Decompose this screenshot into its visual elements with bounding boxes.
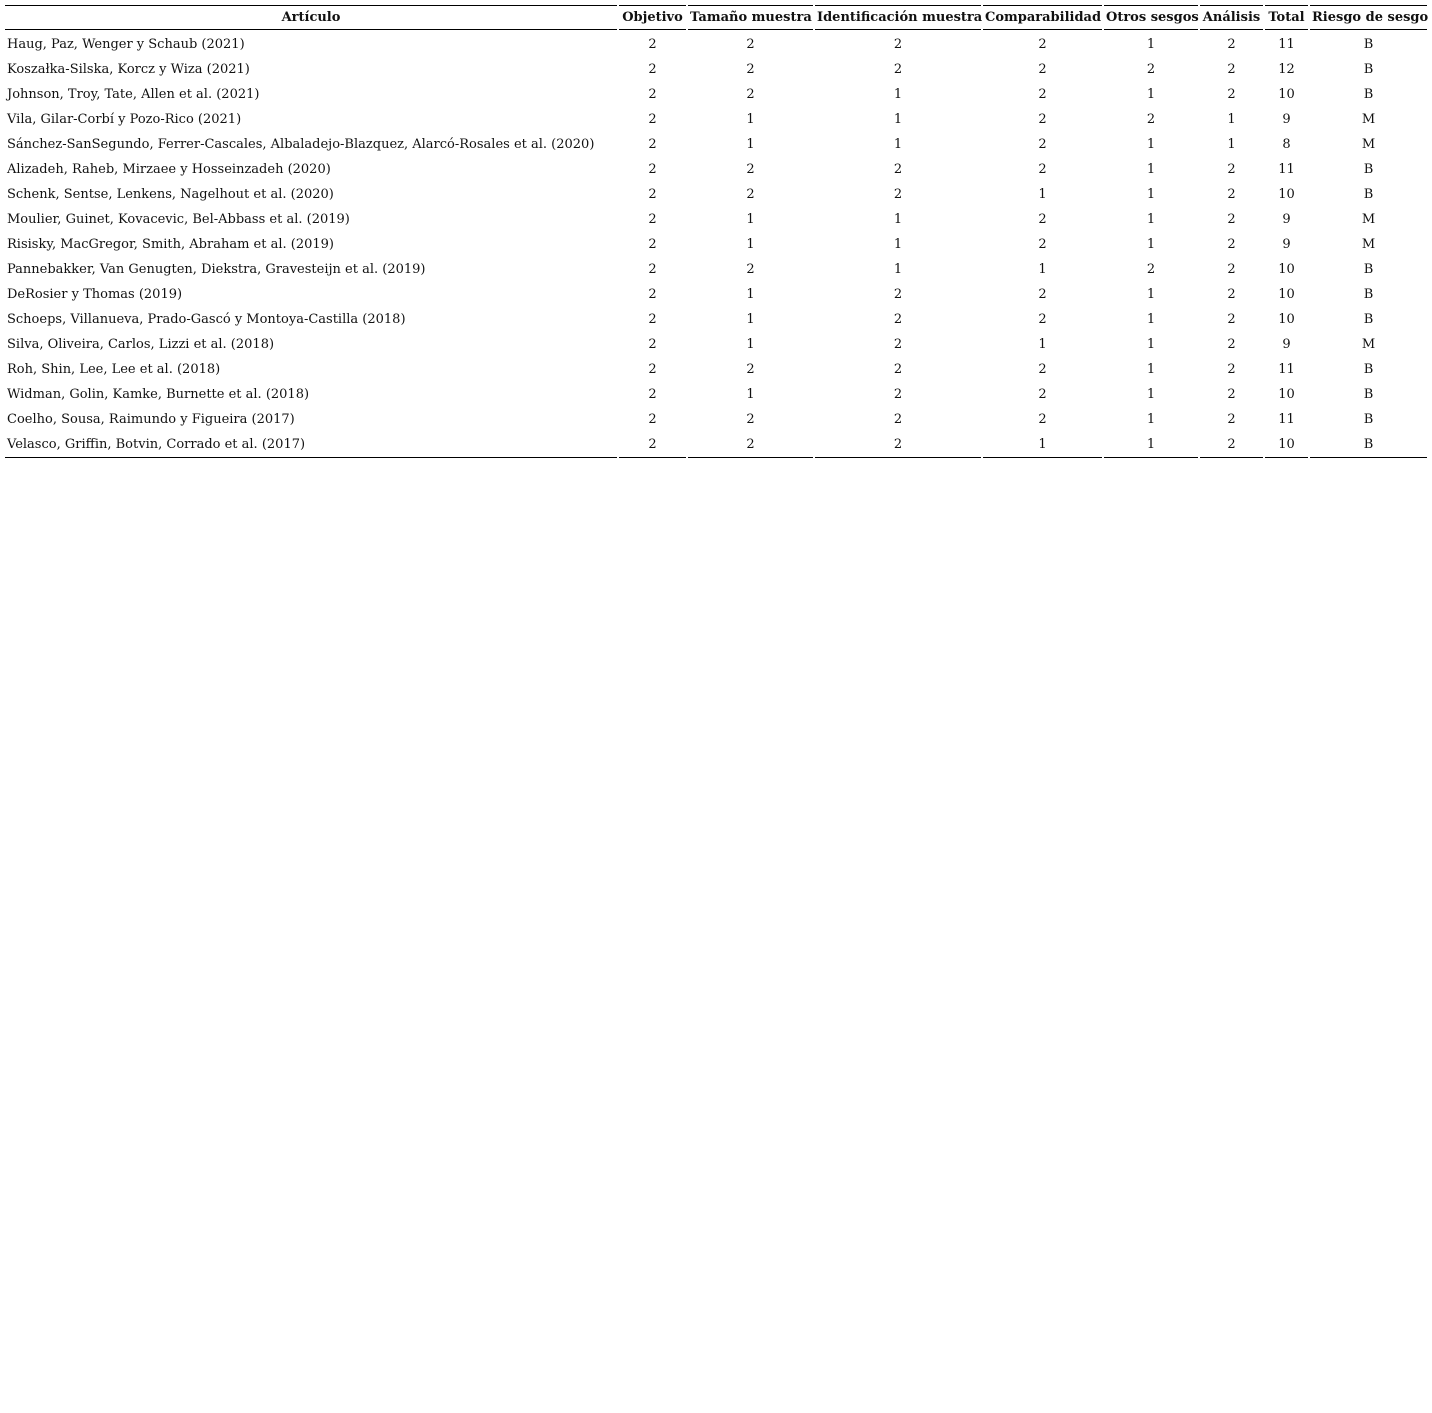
table-row bbox=[5, 282, 1427, 307]
cell-analisis: 2 bbox=[1227, 237, 1236, 252]
header-articulo: Artículo bbox=[5, 5, 617, 30]
header-tamano-muestra: Tamaño muestra bbox=[688, 5, 813, 30]
table-row bbox=[5, 232, 1427, 257]
cell-articulo: Widman, Golin, Kamke, Burnette et al. (2018) bbox=[7, 387, 310, 402]
cell-total: 11 bbox=[1278, 162, 1295, 177]
table-row bbox=[5, 407, 1427, 432]
cell-riesgo-de-sesgo: B bbox=[1363, 362, 1374, 377]
table-row bbox=[5, 382, 1427, 407]
cell-riesgo-de-sesgo: M bbox=[1361, 237, 1376, 252]
cell-otros-sesgos: 1 bbox=[1146, 387, 1156, 402]
cell-riesgo-de-sesgo: B bbox=[1363, 287, 1374, 302]
table-row bbox=[5, 307, 1427, 332]
table-row bbox=[5, 207, 1427, 232]
cell-otros-sesgos: 1 bbox=[1146, 362, 1156, 377]
cell-comparabilidad: 2 bbox=[1038, 137, 1047, 152]
cell-identificacion-muestra: 1 bbox=[893, 212, 903, 227]
cell-analisis: 1 bbox=[1227, 112, 1236, 127]
cell-articulo: Alizadeh, Raheb, Mirzaee y Hosseinzadeh (2020) bbox=[7, 162, 331, 177]
table-row bbox=[5, 157, 1427, 182]
cell-identificacion-muestra: 1 bbox=[893, 112, 903, 127]
cell-objetivo: 2 bbox=[648, 187, 657, 202]
cell-total: 9 bbox=[1282, 237, 1291, 252]
cell-articulo: Vila, Gilar-Corbí y Pozo-Rico (2021) bbox=[7, 112, 242, 127]
cell-tamano-muestra: 1 bbox=[746, 137, 755, 152]
cell-comparabilidad: 2 bbox=[1038, 387, 1047, 402]
cell-otros-sesgos: 1 bbox=[1146, 237, 1156, 252]
cell-comparabilidad: 2 bbox=[1038, 362, 1047, 377]
cell-identificacion-muestra: 2 bbox=[893, 187, 903, 202]
cell-otros-sesgos: 1 bbox=[1104, 432, 1198, 458]
header-total: Total bbox=[1265, 5, 1308, 30]
table-row bbox=[5, 57, 1427, 82]
cell-identificacion-muestra: 2 bbox=[893, 312, 903, 327]
cell-otros-sesgos: 1 bbox=[1146, 187, 1156, 202]
cell-otros-sesgos: 1 bbox=[1146, 87, 1156, 102]
cell-comparabilidad: 1 bbox=[983, 432, 1102, 458]
risk-of-bias-table bbox=[3, 5, 1429, 458]
cell-analisis: 2 bbox=[1227, 62, 1236, 77]
cell-objetivo: 2 bbox=[648, 312, 657, 327]
table-header bbox=[5, 5, 1427, 30]
cell-otros-sesgos: 1 bbox=[1146, 212, 1156, 227]
cell-tamano-muestra: 1 bbox=[746, 337, 755, 352]
cell-objetivo: 2 bbox=[648, 287, 657, 302]
cell-articulo: Schoeps, Villanueva, Prado-Gascó y Montoya-Castilla (2018) bbox=[7, 312, 406, 327]
table-row bbox=[5, 107, 1427, 132]
table-row bbox=[5, 82, 1427, 107]
cell-tamano-muestra: 1 bbox=[746, 287, 755, 302]
table-row bbox=[5, 182, 1427, 207]
cell-tamano-muestra: 1 bbox=[746, 112, 755, 127]
cell-total: 9 bbox=[1282, 337, 1291, 352]
cell-identificacion-muestra: 2 bbox=[893, 162, 903, 177]
cell-comparabilidad: 2 bbox=[1038, 62, 1047, 77]
header-otros-sesgos: Otros sesgos bbox=[1104, 5, 1198, 30]
cell-tamano-muestra: 2 bbox=[746, 162, 755, 177]
cell-tamano-muestra: 2 bbox=[746, 187, 755, 202]
cell-otros-sesgos: 1 bbox=[1146, 37, 1156, 52]
cell-riesgo-de-sesgo: B bbox=[1363, 187, 1374, 202]
cell-comparabilidad: 2 bbox=[1038, 312, 1047, 327]
cell-riesgo-de-sesgo: B bbox=[1363, 387, 1374, 402]
cell-riesgo-de-sesgo: B bbox=[1363, 412, 1374, 427]
cell-riesgo-de-sesgo: M bbox=[1361, 112, 1376, 127]
cell-comparabilidad: 2 bbox=[1038, 412, 1047, 427]
cell-riesgo-de-sesgo: M bbox=[1361, 337, 1376, 352]
cell-objetivo: 2 bbox=[648, 237, 657, 252]
cell-identificacion-muestra: 1 bbox=[893, 87, 903, 102]
cell-tamano-muestra: 2 bbox=[746, 362, 755, 377]
cell-analisis: 2 bbox=[1227, 312, 1236, 327]
cell-otros-sesgos: 2 bbox=[1146, 262, 1156, 277]
cell-analisis: 2 bbox=[1200, 432, 1263, 458]
cell-otros-sesgos: 1 bbox=[1146, 287, 1156, 302]
table-row bbox=[5, 432, 1427, 458]
cell-otros-sesgos: 1 bbox=[1146, 312, 1156, 327]
cell-riesgo-de-sesgo: M bbox=[1361, 137, 1376, 152]
cell-objetivo: 2 bbox=[648, 112, 657, 127]
cell-total: 11 bbox=[1278, 412, 1295, 427]
cell-otros-sesgos: 2 bbox=[1146, 62, 1156, 77]
cell-articulo: Pannebakker, Van Genugten, Diekstra, Gravesteijn et al. (2019) bbox=[7, 262, 426, 277]
cell-analisis: 2 bbox=[1227, 362, 1236, 377]
cell-total: 9 bbox=[1282, 112, 1291, 127]
cell-comparabilidad: 1 bbox=[1038, 187, 1047, 202]
cell-analisis: 2 bbox=[1227, 412, 1236, 427]
cell-objetivo: 2 bbox=[648, 162, 657, 177]
header-riesgo-de-sesgo: Riesgo de sesgo bbox=[1310, 5, 1427, 30]
cell-analisis: 1 bbox=[1227, 137, 1236, 152]
cell-total: 10 bbox=[1265, 432, 1308, 458]
cell-tamano-muestra: 1 bbox=[746, 212, 755, 227]
cell-objetivo: 2 bbox=[648, 212, 657, 227]
cell-comparabilidad: 1 bbox=[1038, 337, 1047, 352]
table-row bbox=[5, 357, 1427, 382]
cell-otros-sesgos: 2 bbox=[1146, 112, 1156, 127]
cell-objetivo: 2 bbox=[648, 37, 657, 52]
cell-identificacion-muestra: 2 bbox=[893, 337, 903, 352]
header-comparabilidad: Comparabilidad bbox=[983, 5, 1102, 30]
cell-comparabilidad: 2 bbox=[1038, 287, 1047, 302]
header-identificacion-muestra: Identificación muestra bbox=[815, 5, 981, 30]
cell-objetivo: 2 bbox=[619, 432, 686, 458]
cell-objetivo: 2 bbox=[648, 262, 657, 277]
cell-articulo: Sánchez-SanSegundo, Ferrer-Cascales, Albaladejo-Blazquez, Alarcó-Rosales et al. (2020) bbox=[7, 137, 595, 152]
cell-identificacion-muestra: 2 bbox=[893, 37, 903, 52]
cell-identificacion-muestra: 1 bbox=[893, 137, 903, 152]
cell-tamano-muestra: 1 bbox=[746, 312, 755, 327]
cell-articulo: Risisky, MacGregor, Smith, Abraham et al. (2019) bbox=[7, 237, 334, 252]
cell-otros-sesgos: 1 bbox=[1146, 337, 1156, 352]
cell-identificacion-muestra: 2 bbox=[893, 412, 903, 427]
cell-otros-sesgos: 1 bbox=[1146, 137, 1156, 152]
cell-articulo: Roh, Shin, Lee, Lee et al. (2018) bbox=[7, 362, 221, 377]
cell-comparabilidad: 2 bbox=[1038, 162, 1047, 177]
cell-riesgo-de-sesgo: B bbox=[1310, 432, 1427, 458]
cell-articulo: Haug, Paz, Wenger y Schaub (2021) bbox=[7, 37, 245, 52]
cell-articulo: Silva, Oliveira, Carlos, Lizzi et al. (2018) bbox=[7, 337, 275, 352]
cell-otros-sesgos: 1 bbox=[1146, 162, 1156, 177]
cell-riesgo-de-sesgo: M bbox=[1361, 212, 1376, 227]
cell-articulo: Koszałka-Silska, Korcz y Wiza (2021) bbox=[7, 62, 250, 77]
table-row bbox=[5, 257, 1427, 282]
cell-identificacion-muestra: 1 bbox=[893, 237, 903, 252]
cell-total: 9 bbox=[1282, 212, 1291, 227]
cell-analisis: 2 bbox=[1227, 162, 1236, 177]
cell-analisis: 2 bbox=[1227, 387, 1236, 402]
cell-total: 11 bbox=[1278, 37, 1295, 52]
header-objetivo: Objetivo bbox=[619, 5, 686, 30]
cell-analisis: 2 bbox=[1227, 262, 1236, 277]
cell-analisis: 2 bbox=[1227, 212, 1236, 227]
cell-analisis: 2 bbox=[1227, 87, 1236, 102]
cell-identificacion-muestra: 2 bbox=[893, 387, 903, 402]
cell-total: 11 bbox=[1278, 362, 1295, 377]
table-row bbox=[5, 332, 1427, 357]
cell-total: 8 bbox=[1282, 137, 1291, 152]
cell-comparabilidad: 2 bbox=[1038, 237, 1047, 252]
cell-tamano-muestra: 1 bbox=[746, 237, 755, 252]
cell-objetivo: 2 bbox=[648, 62, 657, 77]
cell-tamano-muestra: 2 bbox=[746, 412, 755, 427]
cell-comparabilidad: 2 bbox=[1038, 37, 1047, 52]
cell-comparabilidad: 1 bbox=[1038, 262, 1047, 277]
header-row bbox=[5, 5, 1427, 30]
cell-total: 10 bbox=[1278, 287, 1295, 302]
cell-total: 10 bbox=[1278, 387, 1295, 402]
cell-objetivo: 2 bbox=[648, 137, 657, 152]
cell-articulo: Coelho, Sousa, Raimundo y Figueira (2017) bbox=[7, 412, 295, 427]
cell-tamano-muestra: 2 bbox=[746, 62, 755, 77]
cell-identificacion-muestra: 2 bbox=[893, 62, 903, 77]
cell-tamano-muestra: 2 bbox=[746, 37, 755, 52]
cell-articulo: Moulier, Guinet, Kovacevic, Bel-Abbass et al. (2019) bbox=[7, 212, 350, 227]
cell-identificacion-muestra: 2 bbox=[893, 287, 903, 302]
cell-tamano-muestra: 1 bbox=[746, 387, 755, 402]
cell-articulo: Johnson, Troy, Tate, Allen et al. (2021) bbox=[7, 87, 260, 102]
cell-articulo: Schenk, Sentse, Lenkens, Nagelhout et al. (2020) bbox=[7, 187, 334, 202]
cell-total: 10 bbox=[1278, 87, 1295, 102]
header-analisis: Análisis bbox=[1200, 5, 1263, 30]
cell-otros-sesgos: 1 bbox=[1146, 412, 1156, 427]
cell-objetivo: 2 bbox=[648, 337, 657, 352]
cell-riesgo-de-sesgo: B bbox=[1363, 87, 1374, 102]
cell-identificacion-muestra: 2 bbox=[815, 432, 981, 458]
cell-identificacion-muestra: 1 bbox=[893, 262, 903, 277]
cell-riesgo-de-sesgo: B bbox=[1363, 62, 1374, 77]
cell-analisis: 2 bbox=[1227, 337, 1236, 352]
cell-identificacion-muestra: 2 bbox=[893, 362, 903, 377]
cell-riesgo-de-sesgo: B bbox=[1363, 262, 1374, 277]
cell-objetivo: 2 bbox=[648, 412, 657, 427]
cell-total: 10 bbox=[1278, 187, 1295, 202]
table-body bbox=[5, 30, 1427, 458]
cell-riesgo-de-sesgo: B bbox=[1363, 312, 1374, 327]
cell-comparabilidad: 2 bbox=[1038, 112, 1047, 127]
table-row bbox=[5, 30, 1427, 57]
cell-articulo: DeRosier y Thomas (2019) bbox=[7, 287, 183, 302]
cell-objetivo: 2 bbox=[648, 87, 657, 102]
cell-riesgo-de-sesgo: B bbox=[1363, 162, 1374, 177]
cell-tamano-muestra: 2 bbox=[746, 87, 755, 102]
cell-objetivo: 2 bbox=[648, 387, 657, 402]
cell-riesgo-de-sesgo: B bbox=[1363, 37, 1374, 52]
cell-analisis: 2 bbox=[1227, 37, 1236, 52]
cell-tamano-muestra: 2 bbox=[688, 432, 813, 458]
cell-comparabilidad: 2 bbox=[1038, 87, 1047, 102]
cell-analisis: 2 bbox=[1227, 187, 1236, 202]
cell-total: 10 bbox=[1278, 262, 1295, 277]
cell-tamano-muestra: 2 bbox=[746, 262, 755, 277]
cell-articulo: Velasco, Griffin, Botvin, Corrado et al. (2017) bbox=[5, 432, 617, 458]
cell-total: 10 bbox=[1278, 312, 1295, 327]
table-row bbox=[5, 132, 1427, 157]
cell-total: 12 bbox=[1278, 62, 1295, 77]
cell-objetivo: 2 bbox=[648, 362, 657, 377]
cell-analisis: 2 bbox=[1227, 287, 1236, 302]
cell-comparabilidad: 2 bbox=[1038, 212, 1047, 227]
